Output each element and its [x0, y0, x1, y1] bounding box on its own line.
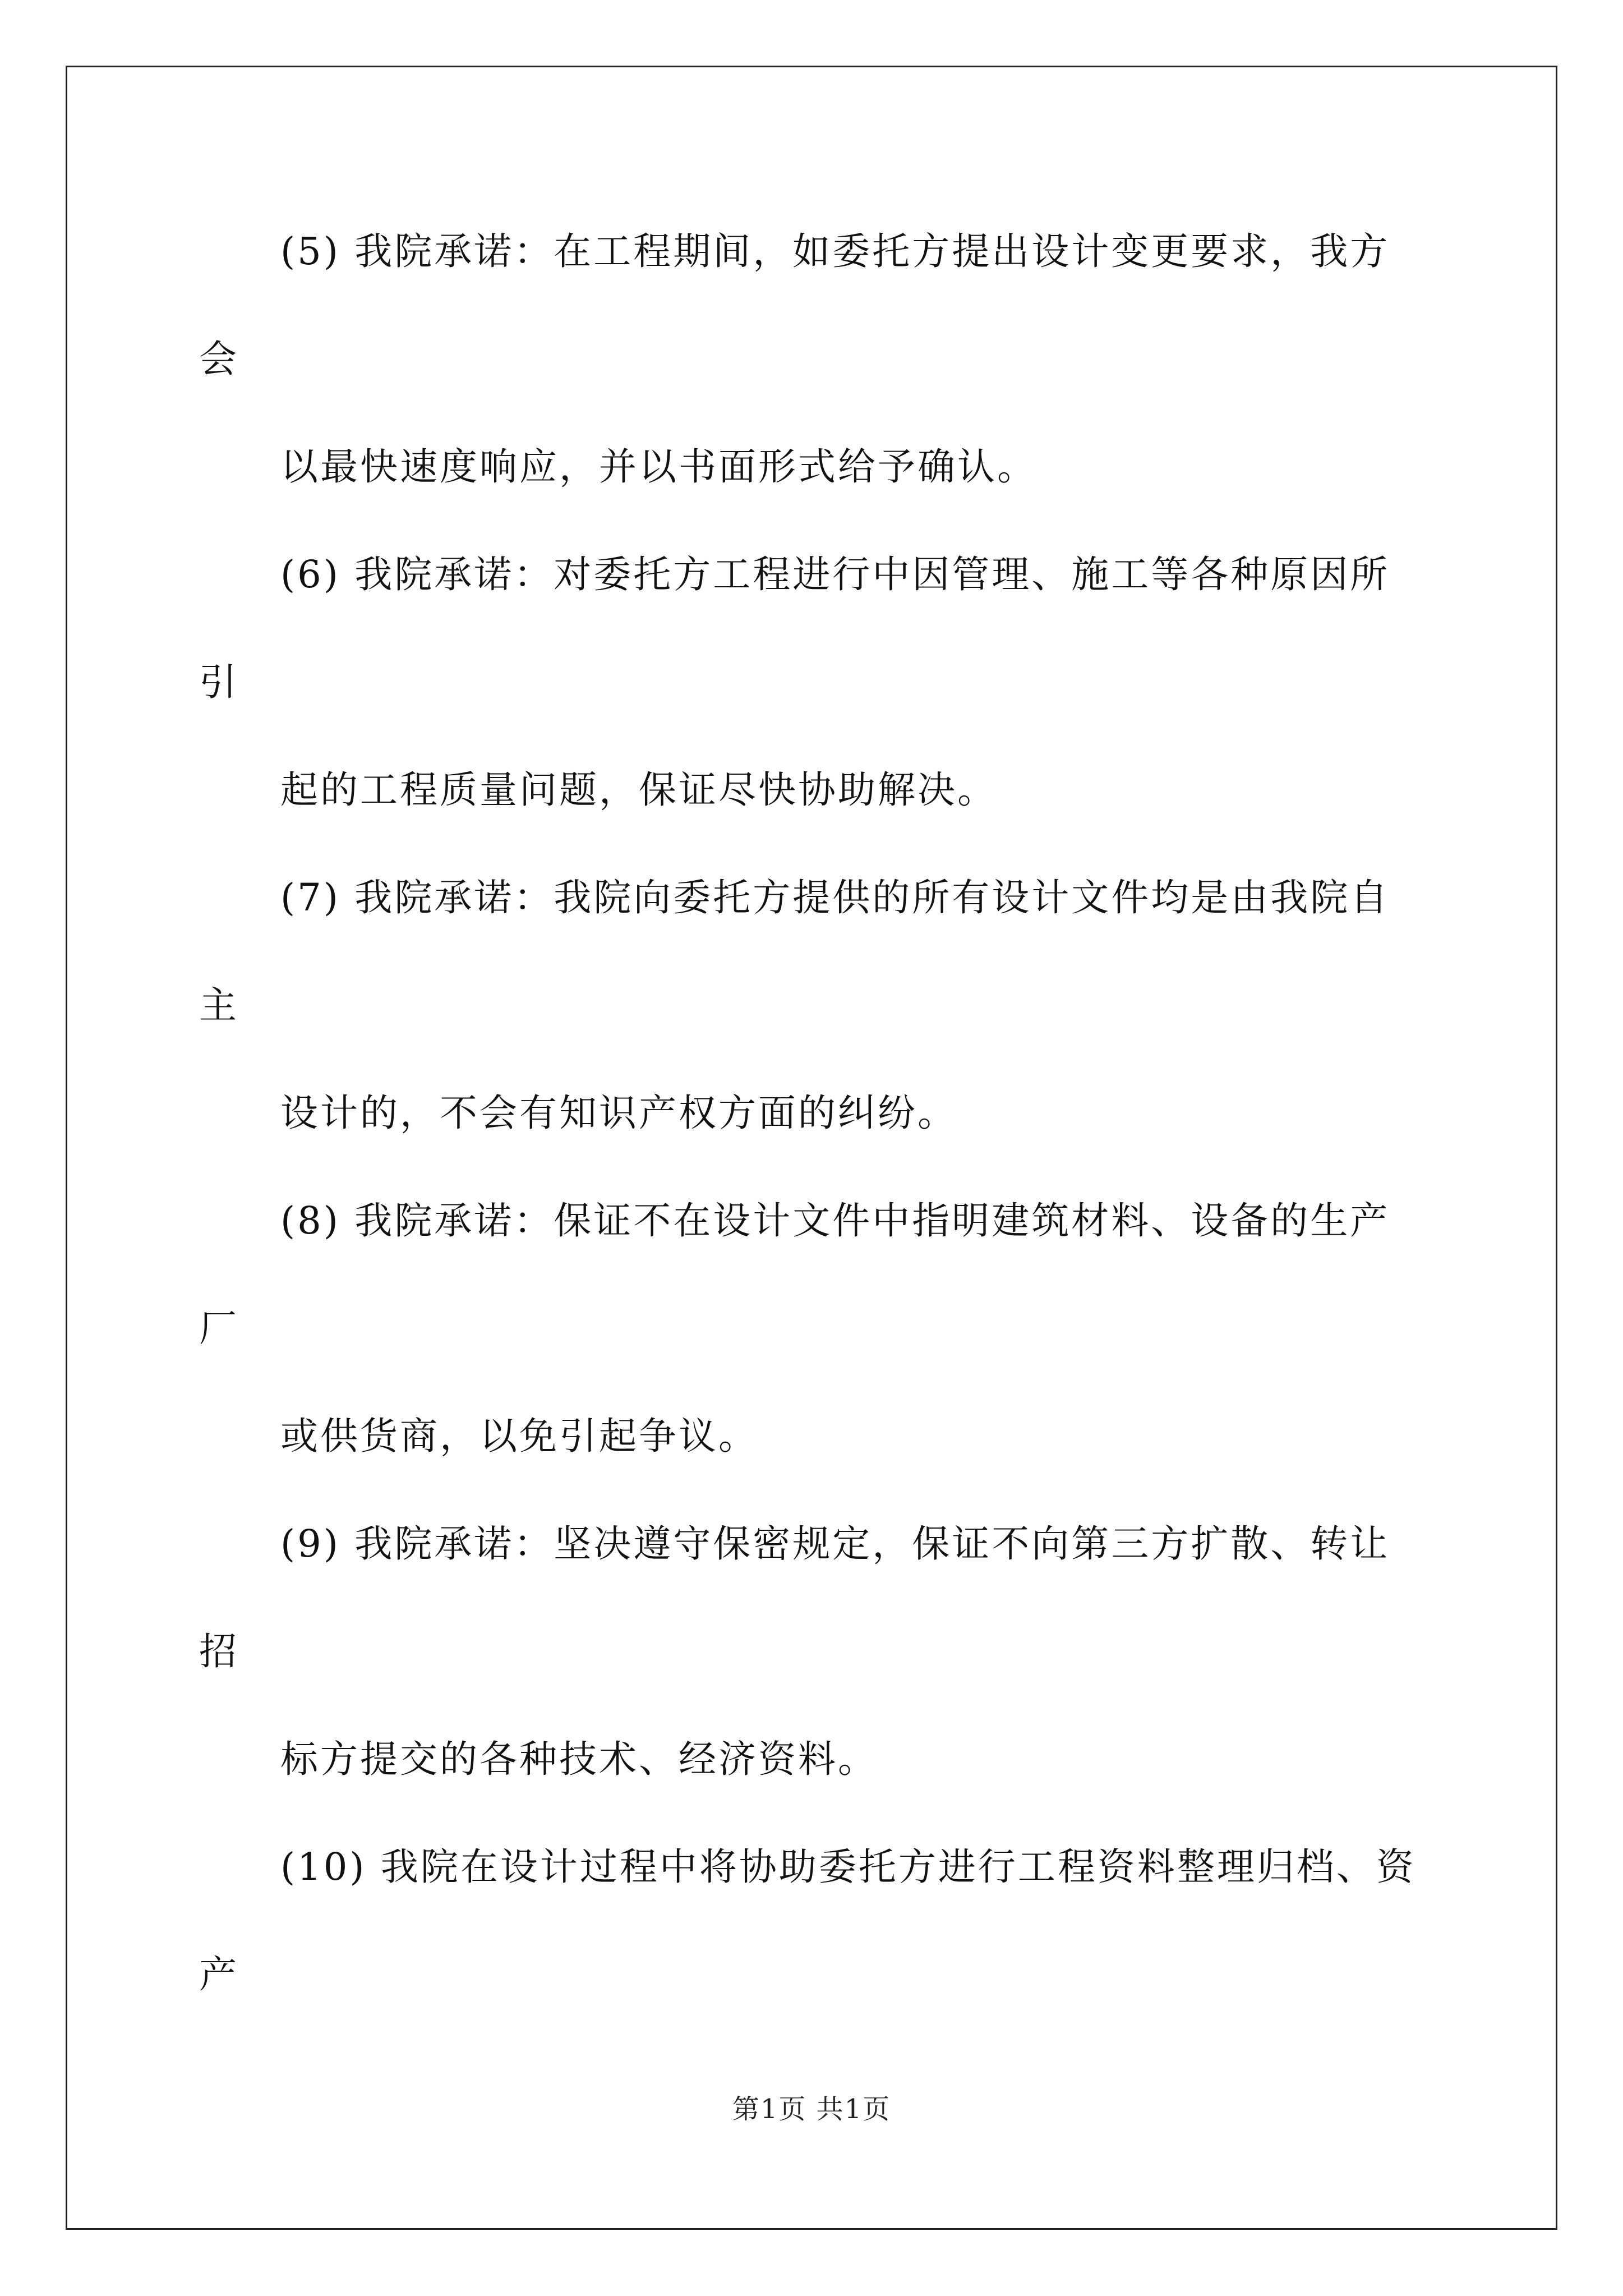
- paragraph-9-line-3: 标方提交的各种技术、经济资料。: [280, 1737, 878, 1781]
- paragraph-5-line-3: 以最快速度响应，并以书面形式给予确认。: [280, 445, 1037, 489]
- paragraph-8-line-3: 或供货商，以免引起争议。: [280, 1414, 758, 1458]
- paragraph-7-line-1: (7) 我院承诺：我院向委托方提供的所有设计文件均是由我院自: [280, 876, 1390, 919]
- paragraph-9-line-2: 招: [199, 1630, 239, 1673]
- page-border: [66, 66, 1557, 2230]
- paragraph-8-line-2: 厂: [199, 1306, 239, 1350]
- paragraph-5-line-2: 会: [199, 337, 239, 381]
- paragraph-7-line-2: 主: [199, 983, 239, 1027]
- paragraph-9-line-1: (9) 我院承诺：坚决遵守保密规定，保证不向第三方扩散、转让: [280, 1522, 1390, 1566]
- paragraph-7-line-3: 设计的，不会有知识产权方面的纠纷。: [280, 1091, 957, 1135]
- paragraph-6-line-1: (6) 我院承诺：对委托方工程进行中因管理、施工等各种原因所: [280, 553, 1390, 596]
- paragraph-8-line-1: (8) 我院承诺：保证不在设计文件中指明建筑材料、设备的生产: [280, 1199, 1390, 1243]
- paragraph-6-line-2: 引: [199, 660, 239, 704]
- paragraph-6-line-3: 起的工程质量问题，保证尽快协助解决。: [280, 768, 997, 812]
- paragraph-5-line-1: (5) 我院承诺：在工程期间，如委托方提出设计变更要求，我方: [280, 229, 1390, 273]
- page-number-footer: 第1页 共1页: [732, 2093, 891, 2125]
- paragraph-10-line-2: 产: [199, 1953, 239, 1996]
- paragraph-10-line-1: (10) 我院在设计过程中将协助委托方进行工程资料整理归档、资: [280, 1845, 1416, 1889]
